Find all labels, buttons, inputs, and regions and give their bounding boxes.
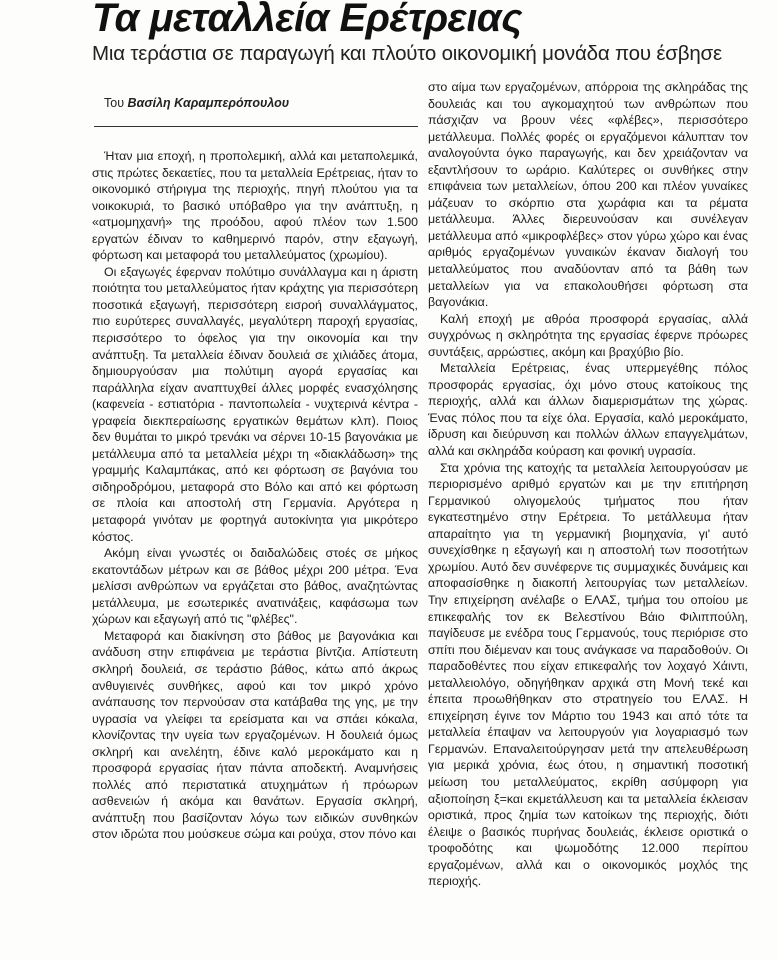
article-byline [104,96,289,110]
left-paragraph-4: Μεταφορά και διακίνηση στο βάθος με βαγονάκια και ανάδυση στην επιφάνεια με τεράστια βίντζια. Απίστευτη σκληρή δουλειά, σε τεράστιο βάθος, κάτω από άκρως ανθυγιεινές συνθήκες, αφού και τον μικρό χρόνο ανάπαυσης τον περνούσαν στα κατάβαθα της γης, με την υγρασία να γλείφει τα ερείσματα και να σπάει κόκαλα, κλονίζοντας την υγεία των εργαζομένων. Η δουλειά όμως σκληρή και ανελέητη, έδινε καλό μεροκάματο και η προσφορά εργασίας ήταν πάντα αποδεκτή. Αναμνήσεις πολλές από περιστατικά ατυχημάτων ή πρόωρων ασθενειών ή ακόμα και θανάτων. Εργασία σκληρή, ανάπτυξη που βασίζονταν λόγω των ειδικών συνθηκών στον ιδρώτα που μούσκευε σώμα και ρούχα, στον πόνο και [92,628,418,842]
left-paragraph-1: Ήταν μια εποχή, η προπολεμική, αλλά και μεταπολεμικά, στις πρώτες δεκαετίες, που τα μεταλλεία Ερέτρειας, ήταν το οικονομικό στήριγμα της περιοχής, πηγή πλούτου για τα νοικοκυριά, το βασικό υπόβαθρο για την ανάπτυξη, η «ατμομηχανή» της προόδου, αφού πλέον των 1.500 εργατών έδιναν το καθημερινό παρόν, στην εξαγωγή, φόρτωση και μεταφορά του μεταλλεύματος (χρωμίου). [92,149,418,263]
right-paragraph-1: στο αίμα των εργαζομένων, απόρροια της σκληράδας της δουλειάς και του αγκομαχητού των ανθρώπων που πάσχιζαν να βρουν νέες «φλέβες», περισσότερο μετάλλευμα. Πολλές φορές οι εργαζόμενοι κάλυπταν τον αναλογούντα όγκο παραγωγής, και δεν χρειάζονταν να εξαντλήσουν το ωράριο. Καλύτερες οι συνθήκες στην επιφάνεια των μεταλλείων, όπου 200 και πλέον γυναίκες μάζευαν το σκόρπιο στα χωράφια και τα ρέματα μετάλλευμα. Άλλες διερευνούσαν και συνέλεγαν μετάλλευμα από «μικροφλέβες» στον γύρω χώρο και ένας αριθμός εργαζομένων γυναικών έκαναν διαλογή του μεταλλεύματος που αναδύονταν από τα βάθη των μεταλλείων για να επακολουθήσει φόρτωση στα βαγονάκια. [428,80,748,310]
right-paragraph-4: Στα χρόνια της κατοχής τα μεταλλεία λειτουργούσαν με περιορισμένο αριθμό εργατών και με την επιτήρηση Γερμανικού ολιγομελούς τμήματος που ήταν εγκατεστημένο στην Ερέτρεια. Το μετάλλευμα ήταν απαραίτητο για τη γερμανική βιομηχανία, γι' αυτό συνεχίσθηκε η εξαγωγή και η αποστολή των ποσοτήτων χρωμίου. Αυτό δεν συνέφερνε τις συμμαχικές δυνάμεις και αποφασίσθηκε η διακοπή λειτουργίας των μεταλλείων. Την επιχείρηση ανέλαβε ο ΕΛΑΣ, τμήμα του οποίου με επικεφαλής τον εκ Βελεστίνου Βάιο Φιλιππούλη, παγίδευσε με ενέδρα τους Γερμανούς, τους περιόρισε στο σπίτι που διέμεναν και τους ανάγκασε να παραδοθούν. Οι παραδοθέντες που είχαν επικεφαλής τον λοχαγό Χάιντι, μεταλλειολόγο, οδηγήθηκαν αρχικά στη Μονή τεκέ και έπειτα προωθήθηκαν στο στρατηγείο του ΕΛΑΣ. Η επιχείρηση έγινε τον Μάρτιο του 1943 και από τότε τα μεταλλεία έπαψαν να λειτουργούν για λογαριασμό των Γερμανών. Επαναλειτούργησαν μετά την απελευθέρωση για μερικά χρόνια, έως ότου, η σημαντική ποσοτική μείωση του μεταλλεύματος, εκρίθη ασύμφορη για αξιοποίηση ξ=και εκμετάλλευση και τα μεταλλεία έκλεισαν οριστικά, προς ζημία των κατοίκων της περιοχής, διότι έλειψε ο βασικός πυρήνας δουλειάς, έκλεισε οριστικά ο τροφοδότης και ψωμοδότης 12.000 περίπου εργαζομένων, αλλά και ο οικονομικός μοχλός της περιοχής. [428,460,748,889]
byline-divider [94,126,418,127]
right-paragraph-2: Καλή εποχή με αθρόα προσφορά εργασίας, αλλά συγχρόνως η σκληρότητα της εργασίας έφερνε πρόωρες συντάξεις, αρρώστιες, ακόμη και βραχύβιο βίο. [428,311,748,359]
left-paragraph-3: Ακόμη είναι γνωστές οι δαιδαλώδεις στοές σε μήκος εκατοντάδων μέτρων και σε βάθος μέχρι 200 μέτρα. Ένα μελίσσι ανθρώπων να εργάζεται στο βάθος, αναζητώντας μετάλλευμα, με εσωτερικές ανατινάξεις, καφάσωμα των χώρων και εξαγωγή από τις "φλέβες". [92,546,418,627]
article-headline: Τα μεταλλεία Ερέτρειας [92,0,522,40]
article-subheadline: Μια τεράστια σε παραγωγή και πλούτο οικονομική μονάδα που έσβησε [92,42,722,65]
byline-author: Βασίλη Καραμπερόπουλου [127,96,290,110]
right-paragraph-3: Μεταλλεία Ερέτρειας, ένας υπερμεγέθης πόλος προσφοράς εργασίας, όχι μόνο στους κατοίκους της περιοχής, αλλά και άλλων διαμερισμάτων της χώρας. Ένας πόλος που τα είχε όλα. Εργασία, καλό μεροκάματο, ίδρυση και διεύρυνση και πολλών άλλων επαγγελμάτων, αλλά και σκληράδα κούραση και φονική υγρασία. [428,361,748,459]
left-paragraph-2: Οι εξαγωγές έφερναν πολύτιμο συνάλλαγμα και η άριστη ποιότητα του μεταλλεύματος ήταν κράχτης για περισσότερη ποσοτικά εξαγωγή, περισσότερη εισροή συναλλάγματος, πιο ευρύτερες συναλλαγές, μεγαλύτερη παροχή εργασίας, περισσότερο το όφελος για την οικονομία και την ανάπτυξη. Τα μεταλλεία έδιναν δουλειά σε χιλιάδες άτομα, δημιουργούσαν μια πολύτιμη αγορά εργασίας και παράλληλα είχαν αναπτυχθεί άλλες μορφές ενασχόλησης (καφενεία - εστιατόρια - παντοπωλεία - νυχτερινά κέντρα - γραφεία διεκπεραίωσης εργατικών θεμάτων κλπ). Ποιος δεν θυμάται το μικρό τρενάκι να σέρνει 10-15 βαγονάκια με μετάλλευμα από τα μεταλλεία μέχρι τη «διακλάδωση» της γραμμής Καλαμπάκας, από κει φόρτωση σε βαγόνια του σιδηροδρόμου, μεταφορά στο Βόλο και από κει φόρτωση σε πλοία και αποστολή στη Γερμανία. Αργότερα η μεταφορά γινόταν με φορτηγά αυτοκίνητα για μικρότερο κόστος. [92,264,418,544]
left-column [92,148,418,843]
byline-prefix: Του [104,96,125,110]
right-column [428,79,748,890]
